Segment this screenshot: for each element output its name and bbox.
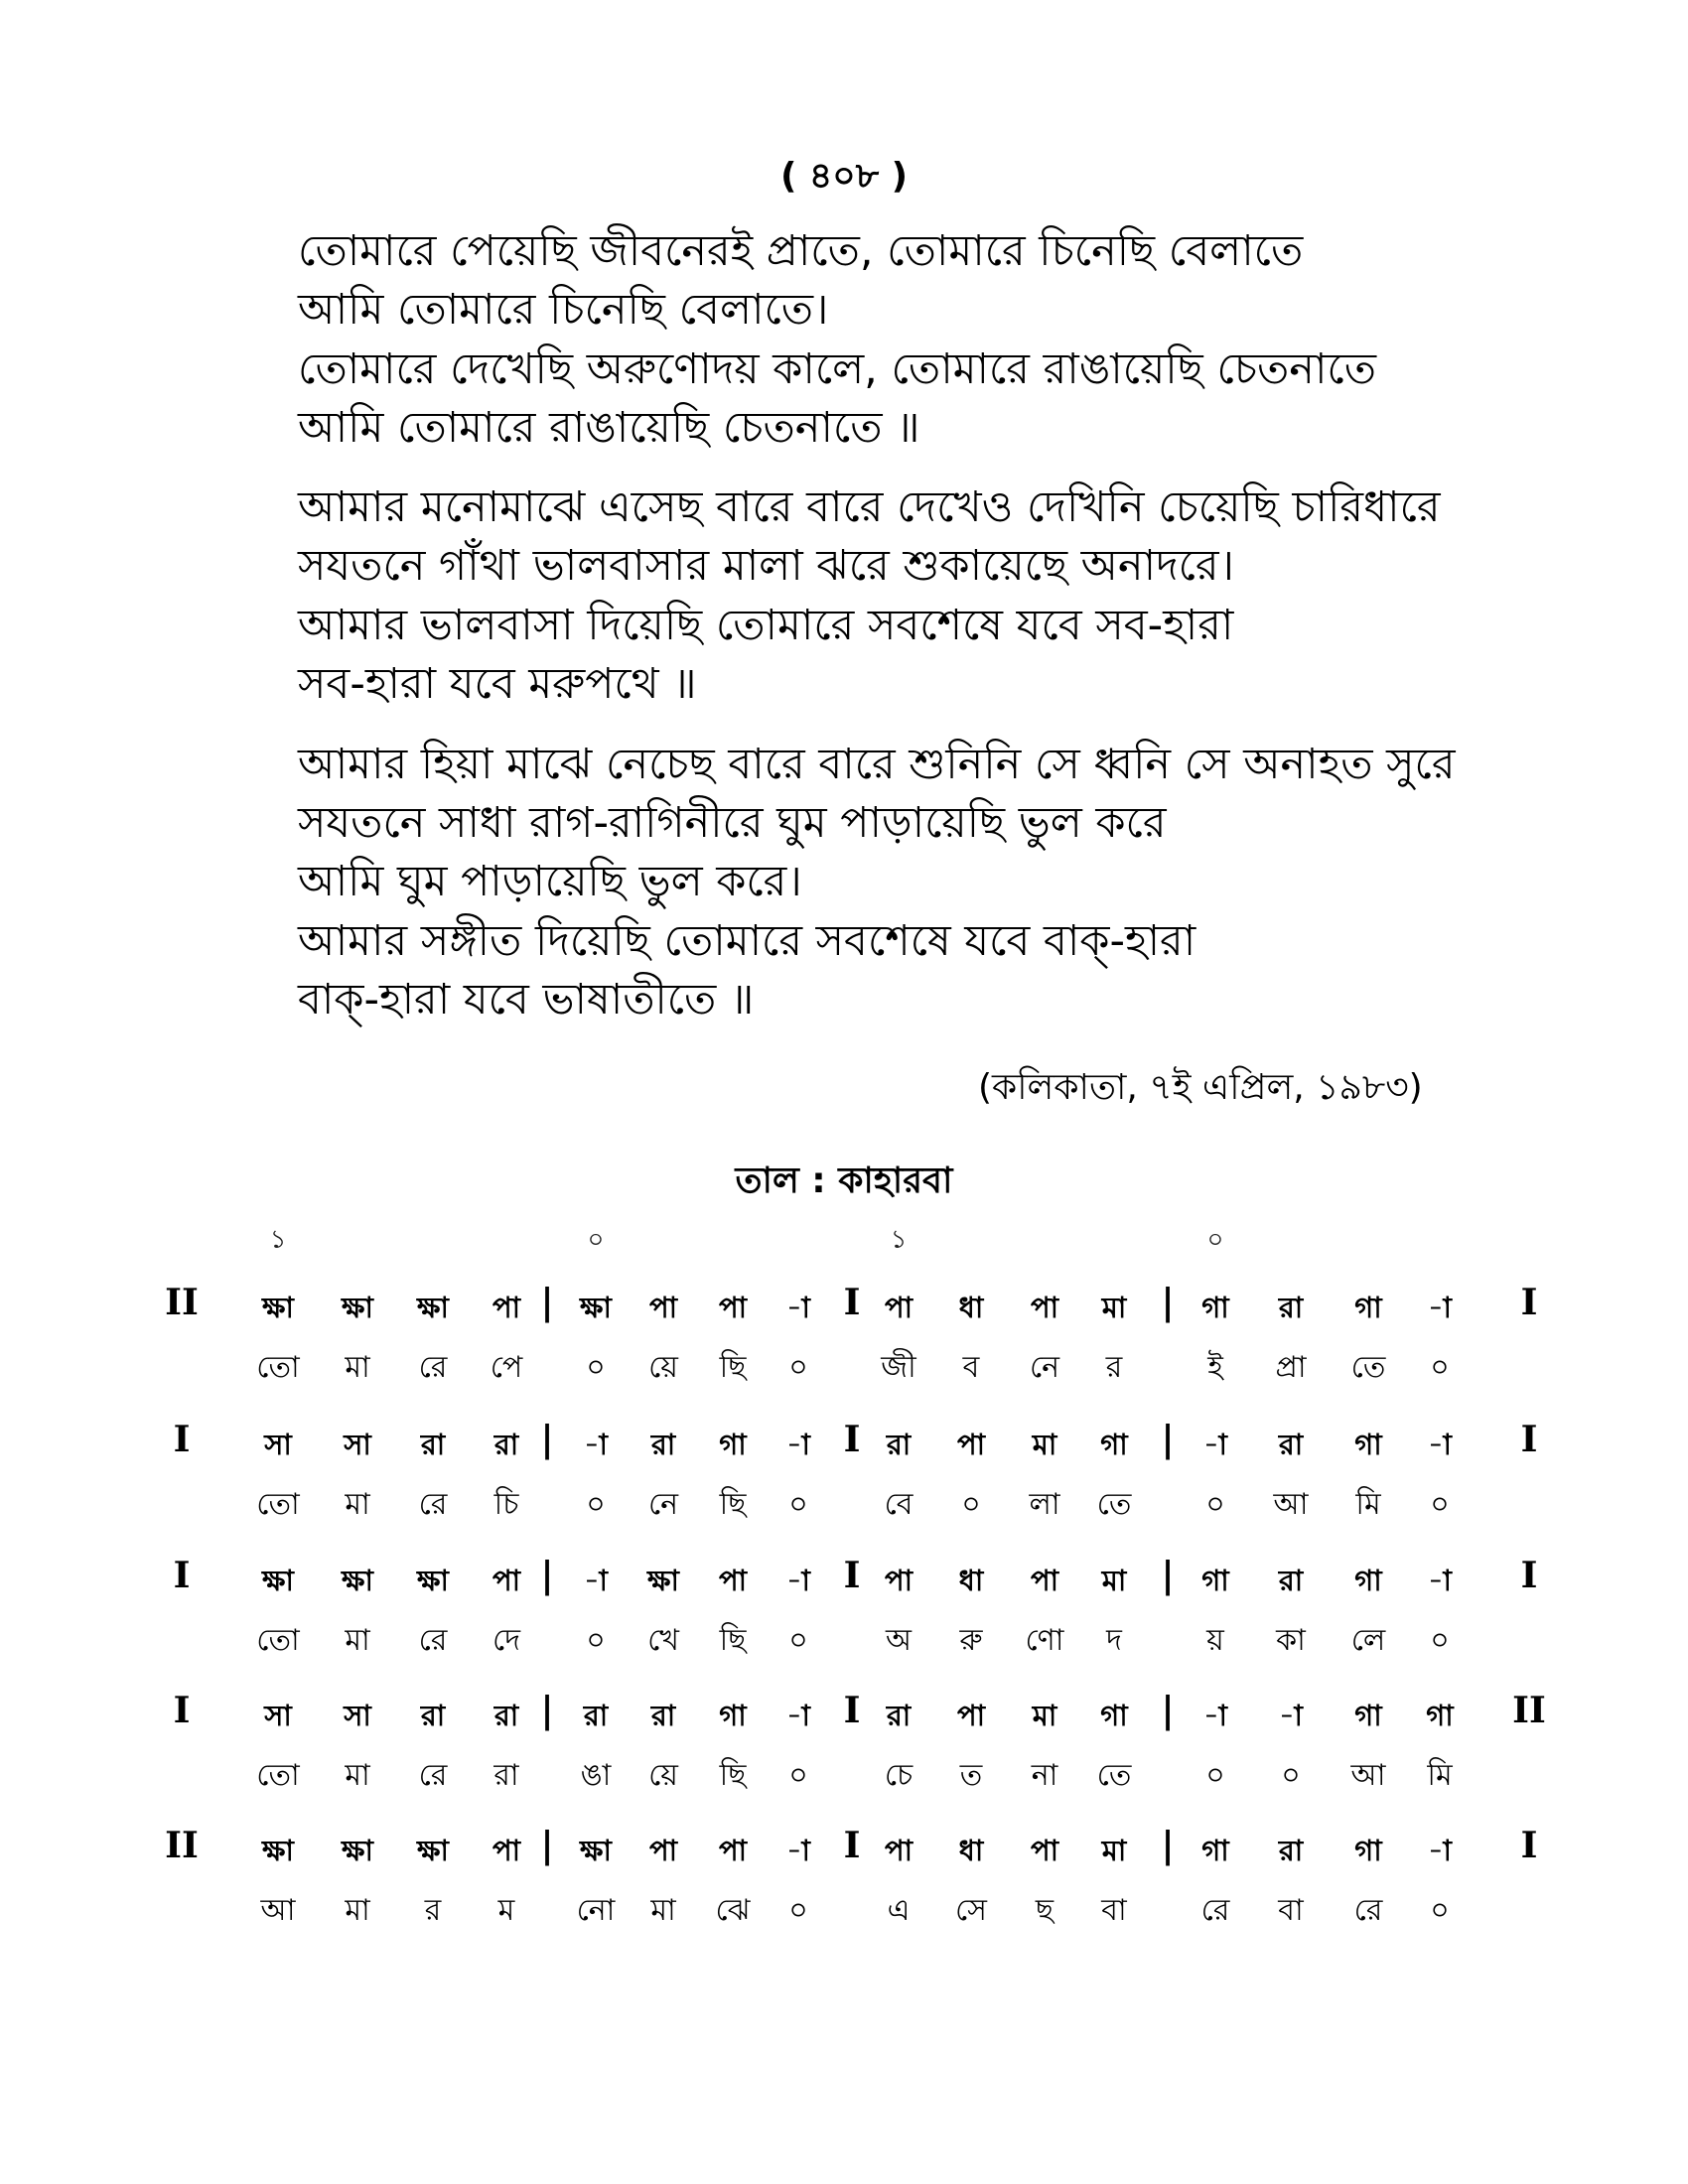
swara-note: পা bbox=[718, 1291, 748, 1324]
swara-note: ক্ষা bbox=[262, 1291, 294, 1324]
swara-note: -া bbox=[786, 1564, 810, 1597]
swara-note: -া bbox=[1428, 1291, 1452, 1324]
swara-note: ক্ষা bbox=[342, 1291, 373, 1324]
swara-note: পা bbox=[1030, 1834, 1059, 1867]
swara-note: পা bbox=[1030, 1291, 1059, 1324]
bar-line: I bbox=[1520, 1825, 1538, 1866]
swara-note: গা bbox=[1354, 1291, 1382, 1324]
bar-line: I bbox=[843, 1555, 861, 1596]
lyric-line: সব-হারা যবে মরুপথে ॥ bbox=[298, 659, 697, 709]
lyric-syllable: রে bbox=[418, 1758, 448, 1793]
swara-note: মা bbox=[1032, 1428, 1057, 1461]
lyric-syllable: মা bbox=[345, 1893, 370, 1928]
swara-note: গা bbox=[1354, 1699, 1382, 1732]
swara-note: পা bbox=[492, 1564, 521, 1597]
swara-note: -া bbox=[584, 1428, 608, 1461]
lyric-syllable: র bbox=[424, 1893, 442, 1928]
swara-note: গা bbox=[1201, 1834, 1229, 1867]
bar-line: | bbox=[1161, 1419, 1175, 1460]
lyric-syllable: ০ bbox=[961, 1487, 981, 1522]
swara-note: গা bbox=[1354, 1834, 1382, 1867]
swara-note: পা bbox=[1030, 1564, 1059, 1597]
lyric-syllable: সে bbox=[955, 1893, 987, 1928]
lyric-syllable: ০ bbox=[1205, 1758, 1225, 1793]
swara-note: গা bbox=[1201, 1564, 1229, 1597]
swara-note: -া bbox=[1428, 1428, 1452, 1461]
bar-line: I bbox=[173, 1555, 191, 1596]
lyric-line: তোমারে দেখেছি অরুণোদয় কালে, তোমারে রাঙায়েছি চেতনাতে bbox=[298, 344, 1376, 394]
lyric-syllable: কা bbox=[1276, 1623, 1306, 1658]
lyric-line: আমি তোমারে চিনেছি বেলাতে। bbox=[298, 285, 829, 335]
lyric-syllable: মা bbox=[345, 1623, 370, 1658]
swara-note: মা bbox=[1101, 1291, 1127, 1324]
lyric-syllable: নো bbox=[576, 1893, 616, 1928]
lyric-syllable: পে bbox=[490, 1350, 523, 1385]
swara-note: ক্ষা bbox=[342, 1564, 373, 1597]
lyric-line: আমার হিয়া মাঝে নেচেছ বারে বারে শুনিনি সে ধ্বনি সে অনাহত সুরে bbox=[298, 740, 1456, 789]
lyric-syllable: দ bbox=[1106, 1623, 1122, 1658]
swara-note: রা bbox=[1278, 1428, 1304, 1461]
swara-note: রা bbox=[650, 1699, 676, 1732]
lyric-line: আমি ঘুম পাড়ায়েছি ভুল করে। bbox=[298, 857, 802, 906]
bar-line: | bbox=[1161, 1282, 1175, 1323]
swara-note: মা bbox=[1101, 1834, 1127, 1867]
lyric-syllable: র bbox=[1105, 1350, 1123, 1385]
lyric-syllable: চি bbox=[493, 1487, 519, 1522]
lyric-syllable: রু bbox=[959, 1623, 983, 1658]
swara-note: গা bbox=[1354, 1428, 1382, 1461]
swara-note: -া bbox=[1279, 1699, 1303, 1732]
lyric-syllable: না bbox=[1031, 1758, 1058, 1793]
bar-line: I bbox=[1520, 1419, 1538, 1460]
swara-note: রা bbox=[493, 1699, 519, 1732]
swara-note: ধা bbox=[958, 1291, 984, 1324]
swara-note: -া bbox=[1203, 1699, 1227, 1732]
lyric-syllable: রে bbox=[418, 1487, 448, 1522]
swara-note: -া bbox=[786, 1834, 810, 1867]
swara-note: গা bbox=[1201, 1291, 1229, 1324]
lyric-syllable: বে bbox=[884, 1487, 914, 1522]
lyric-line: তোমারে পেয়েছি জীবনেরই প্রাতে, তোমারে চিনেছি বেলাতে bbox=[298, 226, 1304, 276]
swara-note: পা bbox=[718, 1834, 748, 1867]
bar-line: | bbox=[1161, 1555, 1175, 1596]
lyric-syllable: বা bbox=[1278, 1893, 1304, 1928]
lyric-syllable: য় bbox=[1206, 1623, 1224, 1658]
swara-note: পা bbox=[884, 1291, 914, 1324]
swara-note: ক্ষা bbox=[647, 1564, 679, 1597]
swara-note: রা bbox=[1278, 1564, 1304, 1597]
lyric-syllable: তে bbox=[1096, 1487, 1132, 1522]
lyric-syllable: ত bbox=[959, 1758, 983, 1793]
lyric-syllable: ০ bbox=[586, 1623, 606, 1658]
bar-line: | bbox=[1161, 1825, 1175, 1866]
swara-note: রা bbox=[1278, 1834, 1304, 1867]
lyric-syllable: তে bbox=[1350, 1350, 1386, 1385]
swara-note: সা bbox=[264, 1699, 292, 1732]
lyric-syllable: ০ bbox=[788, 1623, 808, 1658]
lyric-syllable: ০ bbox=[586, 1350, 606, 1385]
lyric-line: সযতনে গাঁথা ভালবাসার মালা ঝরে শুকায়েছে অনাদরে। bbox=[298, 541, 1234, 591]
lyric-syllable: ছি bbox=[719, 1487, 747, 1522]
bar-line: I bbox=[843, 1282, 861, 1323]
bar-line: I bbox=[843, 1419, 861, 1460]
lyric-syllable: ০ bbox=[788, 1487, 808, 1522]
beat-mark: ১ bbox=[269, 1225, 287, 1255]
lyric-syllable: ছ bbox=[1035, 1893, 1055, 1928]
swara-note: ক্ষা bbox=[342, 1834, 373, 1867]
swara-note: সা bbox=[344, 1699, 371, 1732]
swara-note: সা bbox=[344, 1428, 371, 1461]
lyric-syllable: রে bbox=[1200, 1893, 1230, 1928]
lyric-syllable: মা bbox=[345, 1350, 370, 1385]
swara-note: ক্ষা bbox=[417, 1291, 449, 1324]
swara-note: পা bbox=[884, 1834, 914, 1867]
swara-note: রা bbox=[1278, 1291, 1304, 1324]
swara-note: ধা bbox=[958, 1834, 984, 1867]
lyric-syllable: রে bbox=[1353, 1893, 1383, 1928]
lyric-syllable: জী bbox=[881, 1350, 916, 1385]
swara-note: মা bbox=[1032, 1699, 1057, 1732]
swara-note: গা bbox=[1100, 1428, 1128, 1461]
swara-note: রা bbox=[886, 1699, 912, 1732]
swara-note: ক্ষা bbox=[262, 1564, 294, 1597]
beat-mark: ০ bbox=[587, 1225, 605, 1255]
swara-note: পা bbox=[648, 1291, 678, 1324]
swara-note: রা bbox=[886, 1428, 912, 1461]
lyric-syllable: মা bbox=[650, 1893, 676, 1928]
swara-note: পা bbox=[956, 1699, 986, 1732]
swara-note: ক্ষা bbox=[580, 1834, 612, 1867]
lyric-syllable: রে bbox=[418, 1350, 448, 1385]
lyric-syllable: নে bbox=[1029, 1350, 1060, 1385]
lyric-syllable: রা bbox=[493, 1758, 519, 1793]
swara-note: ক্ষা bbox=[262, 1834, 294, 1867]
swara-note: রা bbox=[583, 1699, 609, 1732]
swara-note: ক্ষা bbox=[417, 1834, 449, 1867]
lyric-syllable: বা bbox=[1101, 1893, 1127, 1928]
swara-note: গা bbox=[719, 1428, 747, 1461]
swara-note: -া bbox=[1428, 1834, 1452, 1867]
swara-note: গা bbox=[1426, 1699, 1454, 1732]
lyric-syllable: য়ে bbox=[648, 1350, 678, 1385]
lyric-syllable: মা bbox=[345, 1758, 370, 1793]
lyric-syllable: দে bbox=[492, 1623, 520, 1658]
lyric-syllable: ঙা bbox=[580, 1758, 612, 1793]
lyric-syllable: তো bbox=[256, 1758, 300, 1793]
lyric-syllable: আ bbox=[260, 1893, 296, 1928]
swara-note: পা bbox=[718, 1564, 748, 1597]
beat-mark: ১ bbox=[890, 1225, 908, 1255]
bar-line: | bbox=[540, 1690, 554, 1731]
lyric-line: বাক্-হারা যবে ভাষাতীতে ॥ bbox=[298, 975, 755, 1024]
swara-note: পা bbox=[492, 1291, 521, 1324]
swara-note: পা bbox=[884, 1564, 914, 1597]
bar-line: | bbox=[540, 1282, 554, 1323]
lyric-syllable: ঝে bbox=[715, 1893, 751, 1928]
swara-note: -া bbox=[1428, 1564, 1452, 1597]
lyric-syllable: চে bbox=[884, 1758, 914, 1793]
swara-note: রা bbox=[493, 1428, 519, 1461]
lyric-line: আমার ভালবাসা দিয়েছি তোমারে সবশেষে যবে সব-হারা bbox=[298, 601, 1234, 650]
lyric-syllable: ০ bbox=[788, 1893, 808, 1928]
lyric-syllable: ব bbox=[962, 1350, 980, 1385]
swara-note: ক্ষা bbox=[580, 1291, 612, 1324]
page-number: ( ৪০৮ ) bbox=[779, 156, 909, 197]
lyric-syllable: তো bbox=[256, 1487, 300, 1522]
swara-note: সা bbox=[264, 1428, 292, 1461]
swara-note: পা bbox=[648, 1834, 678, 1867]
lyric-syllable: ০ bbox=[1430, 1893, 1450, 1928]
bar-line: I bbox=[843, 1690, 861, 1731]
lyric-syllable: ০ bbox=[586, 1487, 606, 1522]
lyric-syllable: এ bbox=[887, 1893, 911, 1928]
lyric-syllable: ণো bbox=[1025, 1623, 1064, 1658]
bar-line: I bbox=[1520, 1555, 1538, 1596]
swara-note: -া bbox=[1203, 1428, 1227, 1461]
lyric-syllable: লে bbox=[1350, 1623, 1386, 1658]
swara-note: রা bbox=[650, 1428, 676, 1461]
swara-note: পা bbox=[492, 1834, 521, 1867]
lyric-syllable: লা bbox=[1029, 1487, 1060, 1522]
lyric-syllable: ০ bbox=[1430, 1487, 1450, 1522]
swara-note: গা bbox=[719, 1699, 747, 1732]
bar-line: I bbox=[173, 1419, 191, 1460]
lyric-syllable: ছি bbox=[719, 1623, 747, 1658]
bar-line: I bbox=[1520, 1282, 1538, 1323]
lyric-syllable: তে bbox=[1096, 1758, 1132, 1793]
lyric-line: আমি তোমারে রাঙায়েছি চেতনাতে ॥ bbox=[298, 403, 920, 453]
beat-mark: ০ bbox=[1206, 1225, 1224, 1255]
lyric-syllable: মি bbox=[1355, 1487, 1381, 1522]
lyric-syllable: প্রা bbox=[1275, 1350, 1307, 1385]
bar-line: | bbox=[1161, 1690, 1175, 1731]
bar-line: | bbox=[540, 1555, 554, 1596]
swara-note: -া bbox=[786, 1428, 810, 1461]
lyric-syllable: য়ে bbox=[648, 1758, 678, 1793]
lyric-syllable: ছি bbox=[719, 1350, 747, 1385]
swara-note: গা bbox=[1100, 1699, 1128, 1732]
lyric-syllable: নে bbox=[647, 1487, 679, 1522]
bar-line: | bbox=[540, 1419, 554, 1460]
swara-note: রা bbox=[420, 1699, 446, 1732]
lyric-line: আমার সঙ্গীত দিয়েছি তোমারে সবশেষে যবে বাক্-হারা bbox=[298, 916, 1196, 966]
tala-heading: তাল : কাহারবা bbox=[735, 1160, 953, 1201]
lyric-syllable: মি bbox=[1427, 1758, 1453, 1793]
lyric-syllable: তো bbox=[256, 1623, 300, 1658]
bar-line: II bbox=[1512, 1690, 1546, 1731]
composition-place-date: (কলিকাতা, ৭ই এপ্রিল, ১৯৮৩) bbox=[978, 1067, 1423, 1108]
lyric-syllable: আ bbox=[1350, 1758, 1386, 1793]
lyric-syllable: তো bbox=[256, 1350, 300, 1385]
swara-note: -া bbox=[786, 1699, 810, 1732]
swara-note: ক্ষা bbox=[417, 1564, 449, 1597]
lyric-syllable: ০ bbox=[788, 1350, 808, 1385]
bar-line: I bbox=[173, 1690, 191, 1731]
swara-note: মা bbox=[1101, 1564, 1127, 1597]
swara-note: গা bbox=[1354, 1564, 1382, 1597]
lyric-syllable: ০ bbox=[1281, 1758, 1301, 1793]
lyric-syllable: অ bbox=[886, 1623, 912, 1658]
lyric-syllable: ০ bbox=[788, 1758, 808, 1793]
lyric-syllable: ০ bbox=[1205, 1487, 1225, 1522]
lyric-syllable: ই bbox=[1207, 1350, 1223, 1385]
lyric-line: সযতনে সাধা রাগ-রাগিনীরে ঘুম পাড়ায়েছি ভুল করে bbox=[298, 798, 1167, 848]
lyric-syllable: আ bbox=[1273, 1487, 1309, 1522]
bar-line: II bbox=[165, 1282, 199, 1323]
bar-line: I bbox=[843, 1825, 861, 1866]
lyric-syllable: ০ bbox=[1430, 1623, 1450, 1658]
lyric-line: আমার মনোমাঝে এসেছ বারে বারে দেখেও দেখিনি চেয়েছি চারিধারে bbox=[298, 482, 1441, 532]
swara-note: পা bbox=[956, 1428, 986, 1461]
bar-line: | bbox=[540, 1825, 554, 1866]
lyric-syllable: রে bbox=[418, 1623, 448, 1658]
lyric-syllable: ০ bbox=[1430, 1350, 1450, 1385]
lyric-syllable: ম bbox=[497, 1893, 515, 1928]
swara-note: ধা bbox=[958, 1564, 984, 1597]
bar-line: II bbox=[165, 1825, 199, 1866]
swara-note: রা bbox=[420, 1428, 446, 1461]
lyric-syllable: ছি bbox=[719, 1758, 747, 1793]
swara-note: -া bbox=[786, 1291, 810, 1324]
swara-note: -া bbox=[584, 1564, 608, 1597]
lyric-syllable: খে bbox=[647, 1623, 679, 1658]
lyric-syllable: মা bbox=[345, 1487, 370, 1522]
